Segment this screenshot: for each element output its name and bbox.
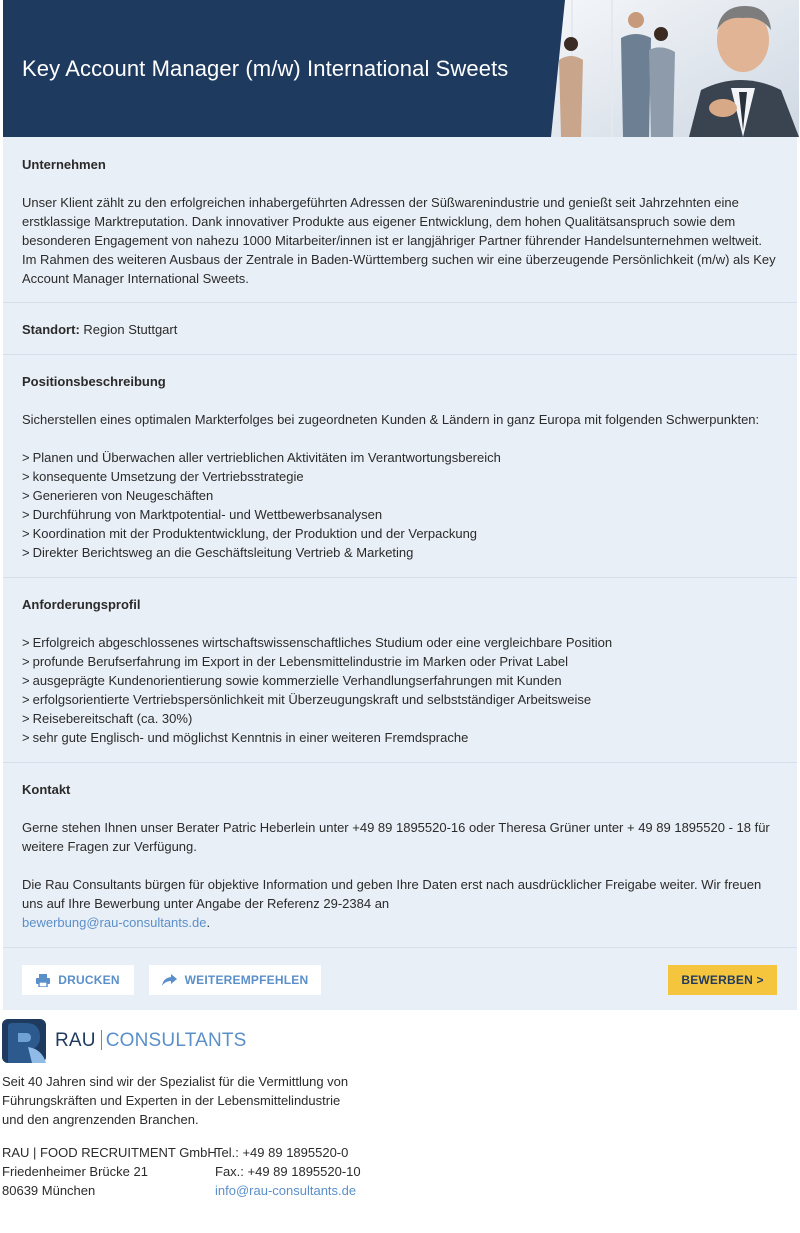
requirements-section-title: Anforderungsprofil	[22, 597, 141, 612]
company-description: Unser Klient zählt zu den erfolgreichen inhabergeführten Adressen der Süßwarenindustrie und genießt seit Jahrzehnten eine erstklassige Marktreputation. Dank innovativer Produkte aus eigener Entwicklung, dem hohen Qualitätsanspruch sowie dem besonderen Engagement von nahezu 1000 Mitarbeiter/innen ist er langjähriger Partner führender Handelsunternehmen weltweit. Im Rahmen des weiteren Ausbaus der Zentrale in Baden-Württemberg suchen wir eine überzeugende Persönlichkeit (m/w) als Key Account Manager International Sweets.	[22, 195, 776, 286]
footer-city: 80639 München	[2, 1183, 96, 1198]
job-details-panel	[3, 137, 797, 1010]
requirements-section	[3, 577, 797, 762]
location-line	[22, 320, 779, 339]
chevron-right-icon: >	[22, 635, 30, 650]
chevron-right-icon: >	[22, 711, 30, 726]
location-label: Standort:	[22, 322, 80, 337]
requirements-bullet-list	[22, 633, 779, 747]
chevron-right-icon: >	[22, 654, 30, 669]
list-item: > Generieren von Neugeschäften	[22, 488, 214, 503]
list-item: > konsequente Umsetzung der Vertriebsstrategie	[22, 469, 304, 484]
contact-section-title: Kontakt	[22, 782, 71, 797]
application-email-link[interactable]: bewerbung@rau-consultants.de	[22, 915, 207, 930]
list-item: > Durchführung von Marktpotential- und Wettbewerbsanalysen	[22, 507, 383, 522]
chevron-right-icon: >	[22, 507, 30, 522]
contact-text-privacy: Die Rau Consultants bürgen für objektive Information und geben Ihre Daten erst nach ausdrücklicher Freigabe weiter. Wir freuen uns auf Ihre Bewerbung unter Angabe der Referenz 29-2384 an bewerbung@rau-consultants.de.	[22, 877, 762, 930]
chevron-right-icon: >	[22, 469, 30, 484]
position-intro: Sicherstellen eines optimalen Markterfolges bei zugeordneten Kunden & Ländern in ganz Europa mit folgenden Schwerpunkten:	[22, 412, 760, 427]
company-section-title: Unternehmen	[22, 157, 106, 172]
footer-email-link[interactable]: info@rau-consultants.de	[215, 1183, 357, 1198]
header-photo-business-people	[551, 0, 799, 137]
share-arrow-icon	[162, 974, 177, 987]
contact-text-advisors: Gerne stehen Ihnen unser Berater Patric Heberlein unter +49 89 1895520-16 oder Theresa Grüner unter + 49 89 1895520 - 18 für weitere Fragen zur Verfügung.	[22, 820, 770, 854]
logo-separator	[101, 1030, 102, 1050]
list-item: > Reisebereitschaft (ca. 30%)	[22, 711, 193, 726]
position-section	[3, 354, 797, 577]
recommend-button[interactable]: WEITEREMPFEHLEN	[149, 965, 321, 995]
chevron-right-icon: >	[22, 526, 30, 541]
list-item: > Koordination mit der Produktentwicklung, der Produktion und der Verpackung	[22, 526, 478, 541]
list-item: > Erfolgreich abgeschlossenes wirtschaftswissenschaftliches Studium oder eine vergleichbare Position	[22, 635, 613, 650]
footer-contact	[215, 1143, 361, 1200]
list-item: > ausgeprägte Kundenorientierung sowie kommerzielle Verhandlungserfahrungen mit Kunden	[22, 673, 562, 688]
chevron-right-icon: >	[22, 692, 30, 707]
print-button[interactable]: DRUCKEN	[22, 965, 134, 995]
location-section	[3, 302, 797, 354]
page-title: Key Account Manager (m/w) International Sweets	[22, 56, 509, 81]
footer-phone: Tel.: +49 89 1895520-0	[215, 1145, 349, 1160]
rau-logo-icon	[2, 1019, 46, 1063]
list-item: > Direkter Berichtsweg an die Geschäftsleitung Vertrieb & Marketing	[22, 545, 414, 560]
chevron-right-icon: >	[22, 488, 30, 503]
position-bullet-list	[22, 448, 779, 562]
position-section-title: Positionsbeschreibung	[22, 374, 166, 389]
footer-street: Friedenheimer Brücke 21	[2, 1164, 148, 1179]
footer-company-name: RAU | FOOD RECRUITMENT GmbH	[2, 1145, 217, 1160]
apply-button[interactable]: BEWERBEN >	[668, 965, 777, 995]
list-item: > erfolgsorientierte Vertriebspersönlichkeit mit Überzeugungskraft und selbstständiger Arbeitsweise	[22, 692, 592, 707]
chevron-right-icon: >	[22, 545, 30, 560]
action-bar	[3, 947, 797, 1010]
location-value: Region Stuttgart	[83, 322, 178, 337]
list-item: > Planen und Überwachen aller vertrieblichen Aktivitäten im Verantwortungsbereich	[22, 450, 501, 465]
chevron-right-icon: >	[22, 450, 30, 465]
contact-section	[3, 762, 797, 947]
list-item: > sehr gute Englisch- und möglichst Kenntnis in einer weiteren Fremdsprache	[22, 730, 469, 745]
footer-description: Seit 40 Jahren sind wir der Spezialist für die Vermittlung von Führungskräften und Experten in der Lebensmittelindustrie und den angrenzenden Branchen.	[2, 1074, 349, 1127]
list-item: > profunde Berufserfahrung im Export in der Lebensmittelindustrie im Marken oder Privat Label	[22, 654, 569, 669]
company-logo-text: RAU CONSULTANTS	[55, 1030, 247, 1051]
printer-icon	[36, 974, 50, 987]
company-section	[3, 151, 797, 302]
header-banner	[3, 0, 799, 137]
footer-address	[2, 1143, 217, 1200]
chevron-right-icon: >	[22, 673, 30, 688]
chevron-right-icon: >	[22, 730, 30, 745]
footer-fax: Fax.: +49 89 1895520-10	[215, 1164, 361, 1179]
